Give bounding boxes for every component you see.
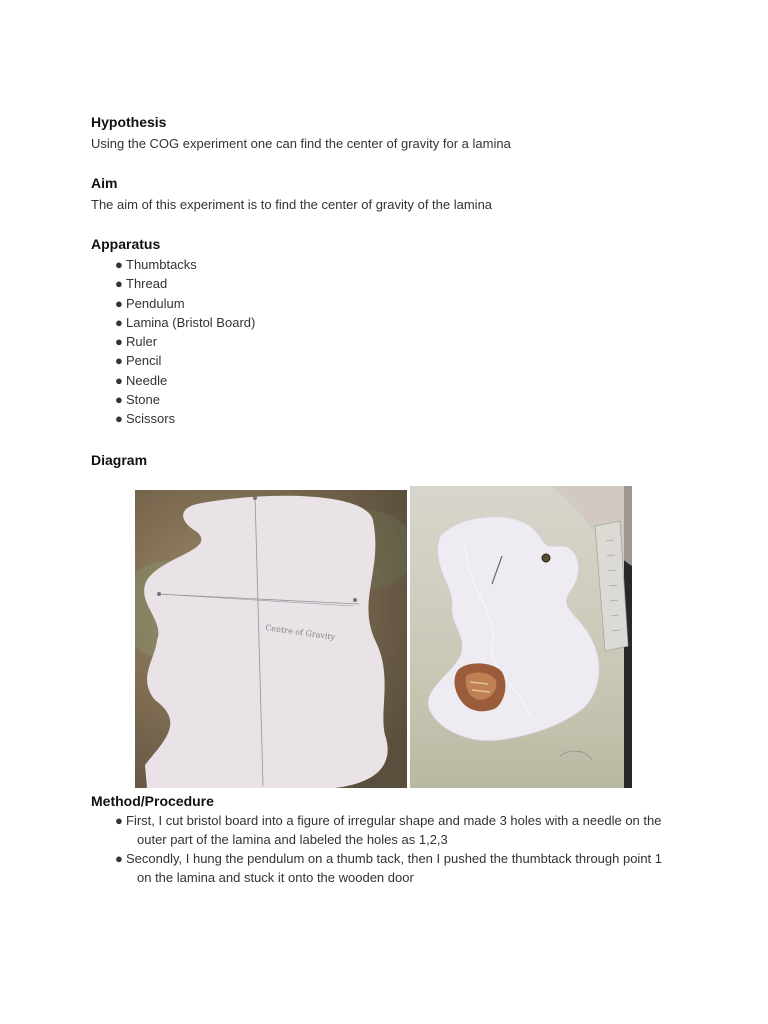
list-item: ● Thread — [115, 276, 168, 292]
list-item: ● Stone — [115, 392, 160, 408]
list-item: ● Pendulum — [115, 295, 185, 311]
hypothesis-heading: Hypothesis — [91, 114, 167, 130]
diagram-heading: Diagram — [91, 452, 148, 468]
list-item: ● Needle — [115, 372, 168, 388]
method-heading: Method/Procedure — [91, 793, 214, 809]
apparatus-list — [115, 255, 255, 429]
aim-heading: Aim — [91, 175, 118, 191]
list-item: ● Scissors — [115, 411, 176, 427]
method-list — [115, 811, 675, 887]
aim-text: The aim of this experiment is to find the center of gravity of the lamina — [91, 197, 493, 212]
hypothesis-text: Using the COG experiment one can find the center of gravity for a lamina — [91, 136, 511, 151]
list-item: ● Secondly, I hung the pendulum on a thumb tack, then I pushed the thumbtack through point 1 on the lamina and stuck it onto the wooden door — [115, 851, 663, 885]
list-item: ● Lamina (Bristol Board) — [115, 314, 256, 330]
lamina-photo-setup — [410, 486, 632, 788]
lamina-annotation: Centre of Gravity — [264, 623, 336, 642]
list-item: ● First, I cut bristol board into a figure of irregular shape and made 3 holes with a needle on the outer part of the lamina and labeled the holes as 1,2,3 — [115, 813, 662, 847]
list-item: ● Ruler — [115, 334, 158, 350]
list-item: ● Pencil — [115, 353, 162, 369]
list-item: ● Thumbtacks — [115, 257, 197, 272]
lamina-photo-lines — [135, 490, 407, 788]
apparatus-heading: Apparatus — [91, 236, 161, 252]
